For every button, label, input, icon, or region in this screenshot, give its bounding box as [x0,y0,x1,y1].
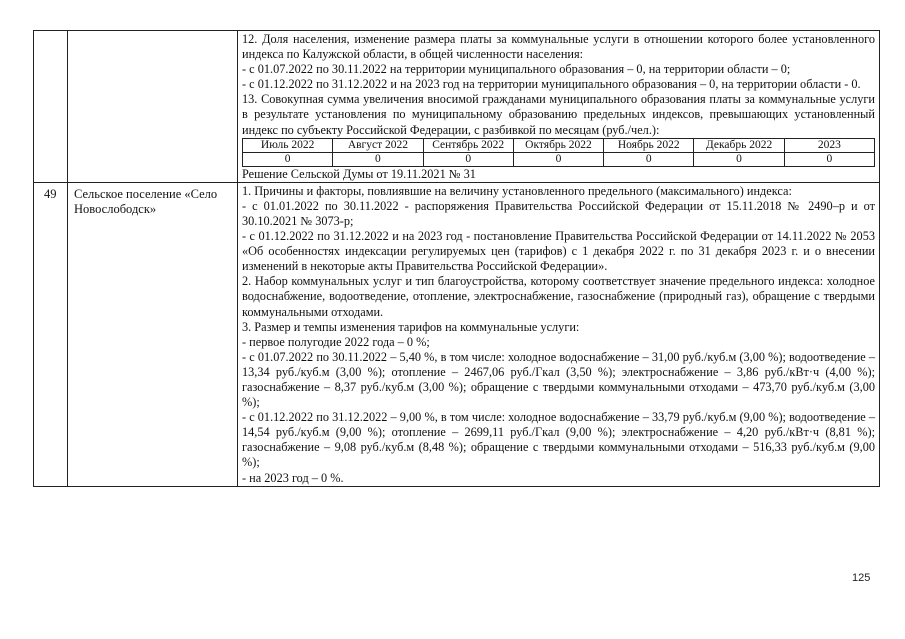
paragraph-3: 3. Размер и темпы изменения тарифов на коммунальные услуги: [242,319,580,334]
row-number-cell: 49 [34,182,68,486]
paragraph-3c: - с 01.12.2022 по 31.12.2022 – 9,00 %, в том числе: холодное водоснабжение – 33,79 руб./куб.м (9,00 %); водоотведение – 14,54 руб./куб.м (9,00 %); отопление – 2699,11 руб./Гкал (9,00 %); электроснабжение – 4,20 руб./кВт·ч (8,81 %); газоснабжение – 9,08 руб./куб.м (8,48 %); обращение с твердыми коммунальными отходами – 516,33 руб./куб.м (9,00 %); [242,410,875,470]
table-row [34,182,880,486]
month-header: Октябрь 2022 [513,138,603,152]
paragraph-12b: - с 01.12.2022 по 31.12.2022 и на 2023 год на территории муниципального образования – 0, на территории области - 0. [242,77,861,92]
municipal-table [33,30,880,487]
month-value: 0 [694,152,784,166]
paragraph-12a: - с 01.07.2022 по 30.11.2022 на территории муниципального образования – 0, на территории области – 0; [242,62,791,77]
decision-reference: Решение Сельской Думы от 19.11.2021 № 31 [242,166,476,181]
monthly-sum-table [242,138,875,167]
paragraph-3a: - первое полугодие 2022 года – 0 %; [242,334,430,349]
month-header: Август 2022 [333,138,423,152]
month-header: Ноябрь 2022 [604,138,694,152]
month-value: 0 [243,152,333,166]
paragraph-13: 13. Совокупная сумма увеличения вносимой гражданами муниципального образования платы за коммунальные услуги в результате установления по муниципальному образованию предельных индексов, превышающих установленный индекс по субъекту Российской Федерации, с разбивкой по месяцам (руб./чел.): [242,92,875,137]
row-name-cell: Сельское поселение «Село Новослободск» [68,182,238,486]
paragraph-3b: - с 01.07.2022 по 30.11.2022 – 5,40 %, в том числе: холодное водоснабжение – 31,00 руб./куб.м (3,00 %); водоотведение – 13,34 руб./куб.м (3,00 %); отопление – 2467,06 руб./Гкал (3,50 %); электроснабжение – 3,86 руб./кВт·ч (4,00 %); газоснабжение – 8,37 руб./куб.м (3,00 %); обращение с твердыми коммунальными отходами – 473,70 руб./куб.м (3,00 %); [242,349,875,410]
paragraph-1a: - с 01.01.2022 по 30.11.2022 - распоряжения Правительства Российской Федерации от 15.11.2018 № 2490–р и от 30.10.2021 № 3073-р; [242,198,875,228]
month-header: Сентябрь 2022 [423,138,513,152]
paragraph-3d: - на 2023 год – 0 %. [242,470,344,485]
month-value: 0 [423,152,513,166]
row-content-cell [238,31,880,183]
paragraph-1b: - с 01.12.2022 по 31.12.2022 и на 2023 год - постановление Правительства Российской Федерации от 14.11.2022 № 2053 «Об особенностях индексации регулируемых цен (тарифов) с 1 декабря 2022 г. по 31 декабря 2023 г. и о внесении изменений в некоторые акты Правительства Российской Федерации». [242,229,875,274]
month-header-row [243,138,875,152]
month-header: 2023 [784,138,874,152]
row-content-cell [238,182,880,486]
row-name-cell [68,31,238,183]
month-value-row [243,152,875,166]
month-value: 0 [513,152,603,166]
month-header: Июль 2022 [243,138,333,152]
paragraph-2: 2. Набор коммунальных услуг и тип благоустройства, которому соответствует значение предельного индекса: холодное водоснабжение, водоотведение, отопление, электроснабжение, газоснабжение (природный газ), обращение с твердыми коммунальными отходами. [242,274,875,319]
table-row [34,31,880,183]
month-value: 0 [333,152,423,166]
paragraph-1: 1. Причины и факторы, повлиявшие на величину установленного предельного (максимального) индекса: [242,183,792,198]
row-number-cell [34,31,68,183]
page-number: 125 [852,572,871,584]
month-value: 0 [604,152,694,166]
paragraph-12: 12. Доля населения, изменение размера платы за коммунальные услуги в отношении которого более установленного индекса по Калужской области, в общей численности населения: [242,32,875,62]
month-header: Декабрь 2022 [694,138,784,152]
month-value: 0 [784,152,874,166]
